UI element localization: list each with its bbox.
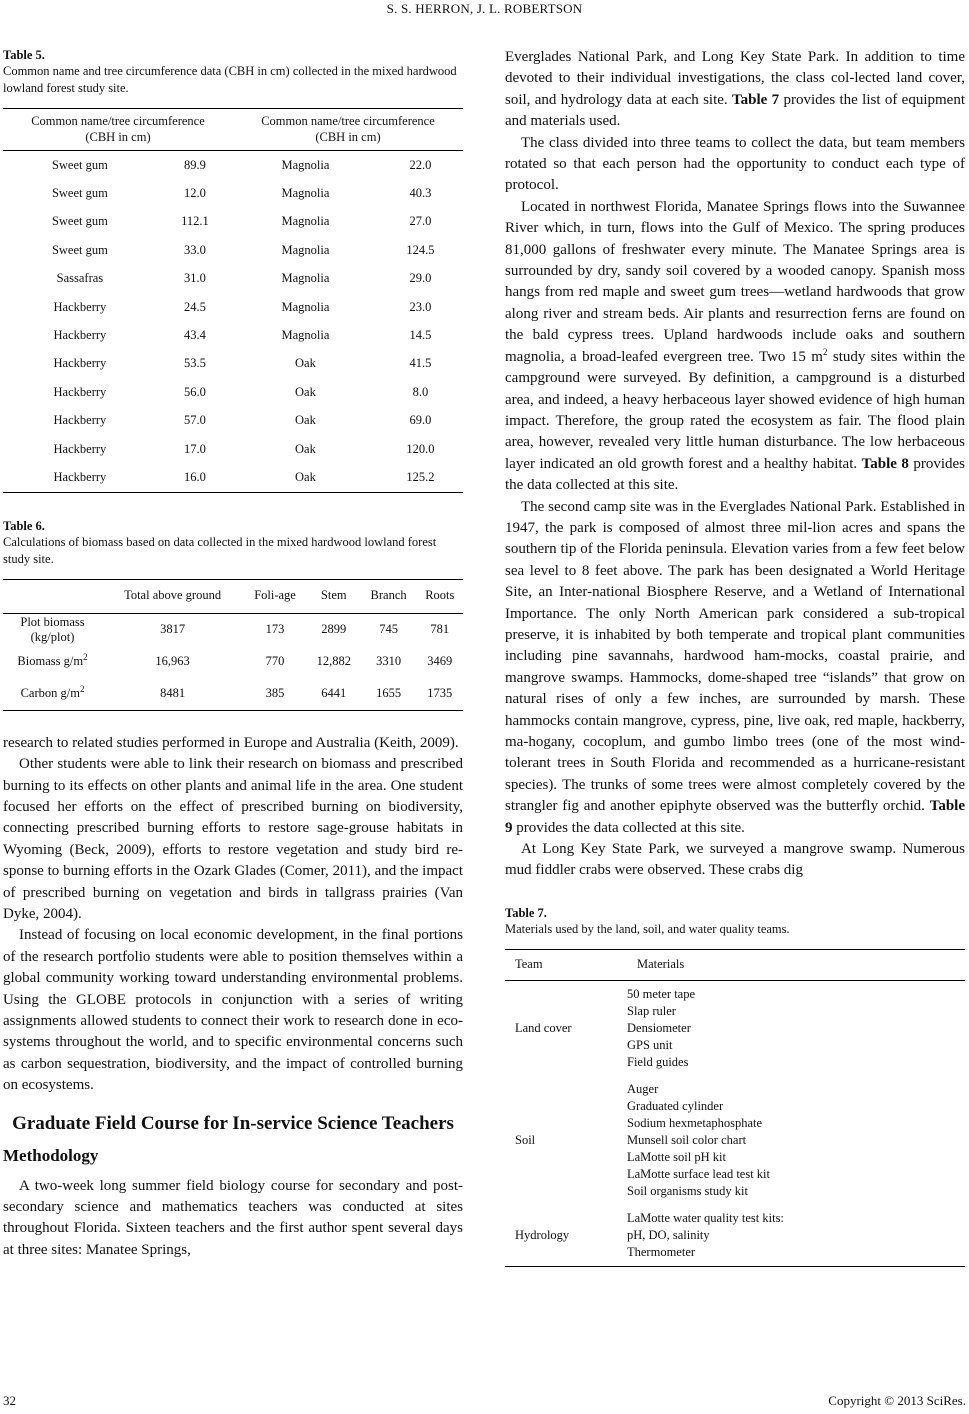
table7-caption: Materials used by the land, soil, and water quality teams. (505, 921, 790, 936)
table-cell: 12.0 (183, 186, 206, 201)
table-row (3, 463, 463, 492)
material-item: Munsell soil color chart (627, 1132, 747, 1147)
table-cell: 125.2 (406, 469, 435, 484)
table-cell: Hackberry (53, 328, 107, 343)
table-cell: Oak (295, 356, 316, 371)
material-item: LaMotte water quality test kits: (627, 1210, 784, 1225)
table-cell: 89.9 (183, 157, 206, 172)
table-cell: 1735 (427, 686, 453, 701)
table-row (505, 1076, 965, 1205)
table-row (3, 151, 463, 180)
table-cell: 31.0 (183, 271, 206, 286)
material-item: Auger (627, 1081, 659, 1096)
table-cell: 14.5 (409, 328, 432, 343)
material-item: Densiometer (627, 1020, 691, 1035)
table5 (3, 108, 463, 493)
table6 (3, 579, 463, 711)
table-row (3, 321, 463, 349)
table-cell: Oak (295, 469, 316, 484)
material-item: Thermometer (627, 1244, 696, 1259)
paragraph: Everglades National Park, and Long Key State Park. In addition to time devoted to their individual investigations, the class col-lected land cover, soil, and hydrology data at each site. Table 7 provides the list of equipment and materials used. (505, 49, 966, 130)
table-row (3, 293, 463, 321)
table6-body (3, 613, 463, 710)
material-item: Soil organisms study kit (627, 1183, 748, 1198)
team-cell: Soil (515, 1132, 536, 1147)
table-cell: Sweet gum (51, 242, 108, 257)
table-reference[interactable]: Table 8 (861, 455, 909, 472)
table5-header-right: Common name/tree circumference (CBH in cm) (233, 109, 463, 151)
right-column (505, 47, 965, 1267)
table-cell: 29.0 (409, 271, 432, 286)
table-cell: 8481 (160, 686, 186, 701)
paragraph: Other students were able to link their research on biomass and prescribed burning to its effects on other plants and animal life in the area. One student focused her efforts on the effect of prescribed burning on biodiversity, connecting prescribed burning efforts to restore sage-grouse habitats in Wyoming (Beck, 2009), efforts to restore vegetation and study bird re-sponse to burning efforts in the Ozark Glades (Comer, 2011), and the impact of prescribed burning on vegetation and birds in tallgrass prairies (Van Dyke, 2004). (3, 756, 463, 922)
table-cell: Oak (295, 441, 316, 456)
table-cell: Magnolia (281, 328, 330, 343)
table-cell: 40.3 (409, 186, 432, 201)
table7-body (505, 980, 965, 1266)
table-cell: 16.0 (183, 469, 206, 484)
table-cell: 124.5 (406, 242, 435, 257)
table-row (3, 179, 463, 207)
table5-body (3, 151, 463, 493)
table7-header-materials: Materials (627, 949, 965, 980)
table-cell: Magnolia (281, 186, 330, 201)
table-row (3, 646, 463, 678)
table-cell: Oak (295, 384, 316, 399)
material-item: LaMotte soil pH kit (627, 1149, 726, 1164)
row-label: Carbon $g/m^2$ (20, 684, 85, 701)
table-cell: Sassafras (56, 271, 104, 286)
paragraph: The second camp site was in the Everglades National Park. Established in 1947, the park is composed of almost three mil-lion acres and spans the southern tip of the Florida peninsula. Elevation varies from a few feet below sea level to 8 feet above. The park has been designated a World Heritage Site, an Inter-national Biosphere Reserve, and a Wetland of International Importance. The only North American park considered a sub-tropical preserve, it is inhabited by both temperate and tropical plant communities including pine savannahs, hardwood ham-mocks, coastal prairie, and mangrove swamps. Hammocks, dome-shaped tree “islands” that grow on natural rises of only a few inches, are surrounded by marsh. These hammocks contain mangrove, cypress, pine, live oak, red maple, hackberry, ma-hogany, cocoplum, and gumbo limbo trees (one of the most wind-tolerant trees in South Florida and recommended as a hurricane-resistant species). The trunks of some trees were almost completely covered by the strangler fig and another epiphyte observed was the butterfly orchid. Table 9 provides the data collected at this site. (505, 498, 965, 836)
table-cell: Magnolia (281, 242, 330, 257)
table7-label: Table 7. (505, 905, 547, 920)
team-cell: Hydrology (515, 1227, 570, 1242)
table6-label: Table 6. (3, 518, 45, 533)
table-cell: 120.0 (406, 441, 435, 456)
table6-header: Foli-age (243, 579, 307, 613)
page-number: 32 (3, 1393, 16, 1408)
table5-header-left: Common name/tree circumference (CBH in cm) (3, 109, 233, 151)
table6-header-blank (3, 579, 102, 613)
table-cell: Magnolia (281, 214, 330, 229)
table-cell: Sweet gum (51, 214, 108, 229)
table-cell: 3817 (160, 622, 186, 637)
table-cell: 3469 (427, 654, 453, 669)
table-cell: Hackberry (53, 384, 107, 399)
table-cell: 17.0 (183, 441, 206, 456)
material-item: LaMotte surface lead test kit (627, 1166, 770, 1181)
table7 (505, 949, 965, 1267)
subsection-title: Methodology (3, 1145, 99, 1165)
table-cell: 53.5 (183, 356, 206, 371)
material-item: Graduated cylinder (627, 1098, 724, 1113)
table6-header: Roots (417, 579, 463, 613)
table-cell: 112.1 (181, 214, 209, 229)
table-cell: 8.0 (412, 384, 429, 399)
table-cell: Hackberry (53, 299, 107, 314)
materials-cell (627, 1205, 965, 1267)
table-cell: 12,882 (316, 654, 351, 669)
table-cell: 69.0 (409, 413, 432, 428)
material-item: Slap ruler (627, 1003, 676, 1018)
table-cell: 1655 (376, 686, 402, 701)
table6-header: Stem (307, 579, 361, 613)
table-cell: 2899 (321, 622, 347, 637)
table-cell: 23.0 (409, 299, 432, 314)
table-row (3, 208, 463, 236)
table-cell: Hackberry (53, 356, 107, 371)
material-item: pH, DO, salinity (627, 1227, 710, 1242)
paragraph: A two-week long summer field biology course for secondary and post-secondary science and mathematics teachers was conducted at sites throughout Florida. Sixteen teachers and the first author spent several days at three sites: Manatee Springs, (3, 1177, 463, 1258)
table-cell: Oak (295, 413, 316, 428)
material-item: Field guides (627, 1054, 689, 1069)
materials-cell (627, 980, 965, 1076)
row-label: Biomass $g/m^2$ (17, 652, 88, 669)
table-cell: 781 (430, 622, 450, 637)
table-cell: 385 (265, 686, 285, 701)
table-row (3, 236, 463, 264)
material-item: GPS unit (627, 1037, 673, 1052)
table-cell: 41.5 (409, 356, 432, 371)
table-cell: Hackberry (53, 441, 107, 456)
paragraph: The class divided into three teams to collect the data, but team members rotated so that each person had the opportunity to conduct each type of protocol. (505, 134, 965, 194)
table7-header-team: Team (505, 949, 627, 980)
table-cell: 173 (265, 622, 285, 637)
table-reference[interactable]: Table 7 (732, 91, 780, 108)
table-row (3, 378, 463, 406)
table-cell: Hackberry (53, 469, 107, 484)
table-cell: 56.0 (183, 384, 206, 399)
section-title: Graduate Field Course for In-service Science Teachers (12, 1112, 454, 1134)
table-reference[interactable]: Table 9 (505, 798, 965, 836)
running-head: S. S. HERRON, J. L. ROBERTSON (386, 1, 583, 16)
table-cell: Hackberry (53, 413, 107, 428)
table-cell: 3310 (376, 654, 402, 669)
paragraph: Located in northwest Florida, Manatee Springs flows into the Suwannee River which, in turn, flows into the Gulf of Mexico. The spring produces 81,000 gallons of freshwater every minute. The Manatee Springs area is surrounded by dry, sandy soil covered by a wooded canopy. Spanish moss hangs from red maple and sweet gum trees—wetland hardwoods that grow along river and stream beds. Air plants and resurrection ferns are found on the bald cypress trees. Upland hardwoods include oaks and southern magnolia, a broad-leafed evergreen tree. Two 15 $m^2$ study sites within the campground were surveyed. By definition, a campground is a disturbed area, and indeed, a heavy herbaceous layer showed evidence of high human impact. Therefore, the group rated the ecosystem as fair. The flood plain area, however, revealed very little human disturbance. The low herbaceous layer indicated an old growth forest and a healthy habitat. Table 8 provides the data collected at this site. (505, 198, 965, 494)
table5-label: Table 5. (3, 48, 45, 62)
table-row (3, 678, 463, 711)
table-cell: 27.0 (409, 214, 432, 229)
table-cell: 57.0 (183, 413, 206, 428)
left-column (3, 48, 463, 1261)
table6-caption: Calculations of biomass based on data collected in the mixed hardwood lowland forest study site. (3, 534, 437, 566)
paragraph: At Long Key State Park, we surveyed a mangrove swamp. Numerous mud fiddler crabs were observed. These crabs dig (505, 841, 965, 879)
table-cell: Sweet gum (51, 157, 108, 172)
paragraph: Instead of focusing on local economic development, in the final portions of the research portfolio students were able to position themselves within a global community working toward understanding environmental problems. Using the GLOBE protocols in conjunction with a series of writing assignments allowed students to connect their work to research done in eco-systems throughout the world, and to specific environmental concerns such as carbon sequestration, biodiversity, and the impact of controlled burning on ecosystems. (3, 927, 463, 1094)
team-cell: Land cover (515, 1020, 572, 1035)
table-row (3, 613, 463, 646)
table-cell: 16,963 (155, 654, 190, 669)
table-cell: 33.0 (183, 242, 206, 257)
table-cell: 770 (265, 654, 285, 669)
table-cell: 22.0 (409, 157, 432, 172)
table-cell: Magnolia (281, 157, 330, 172)
copyright: Copyright © 2013 SciRes. (828, 1393, 966, 1408)
materials-cell (627, 1076, 965, 1205)
table-cell: Sweet gum (51, 186, 108, 201)
table-row (505, 1205, 965, 1267)
table-cell: 24.5 (183, 299, 206, 314)
table-row (3, 350, 463, 378)
table-cell: 6441 (321, 686, 347, 701)
table-row (3, 435, 463, 463)
table-row (3, 407, 463, 435)
row-label: Plot biomass (kg/plot) (20, 614, 85, 644)
table6-header: Branch (361, 579, 417, 613)
table-cell: 745 (379, 622, 398, 637)
material-item: 50 meter tape (627, 986, 696, 1001)
table-cell: 43.4 (183, 328, 206, 343)
table-row (3, 265, 463, 293)
table5-caption: Common name and tree circumference data (CBH in cm) collected in the mixed hardwood lowland forest study site. (3, 64, 457, 95)
table-cell: Magnolia (281, 271, 330, 286)
table6-header: Total above ground (102, 579, 243, 613)
table-row (505, 980, 965, 1076)
table-cell: Magnolia (281, 299, 330, 314)
material-item: Sodium hexmetaphosphate (627, 1115, 763, 1130)
paragraph: research to related studies performed in Europe and Australia (Keith, 2009). (3, 734, 459, 751)
